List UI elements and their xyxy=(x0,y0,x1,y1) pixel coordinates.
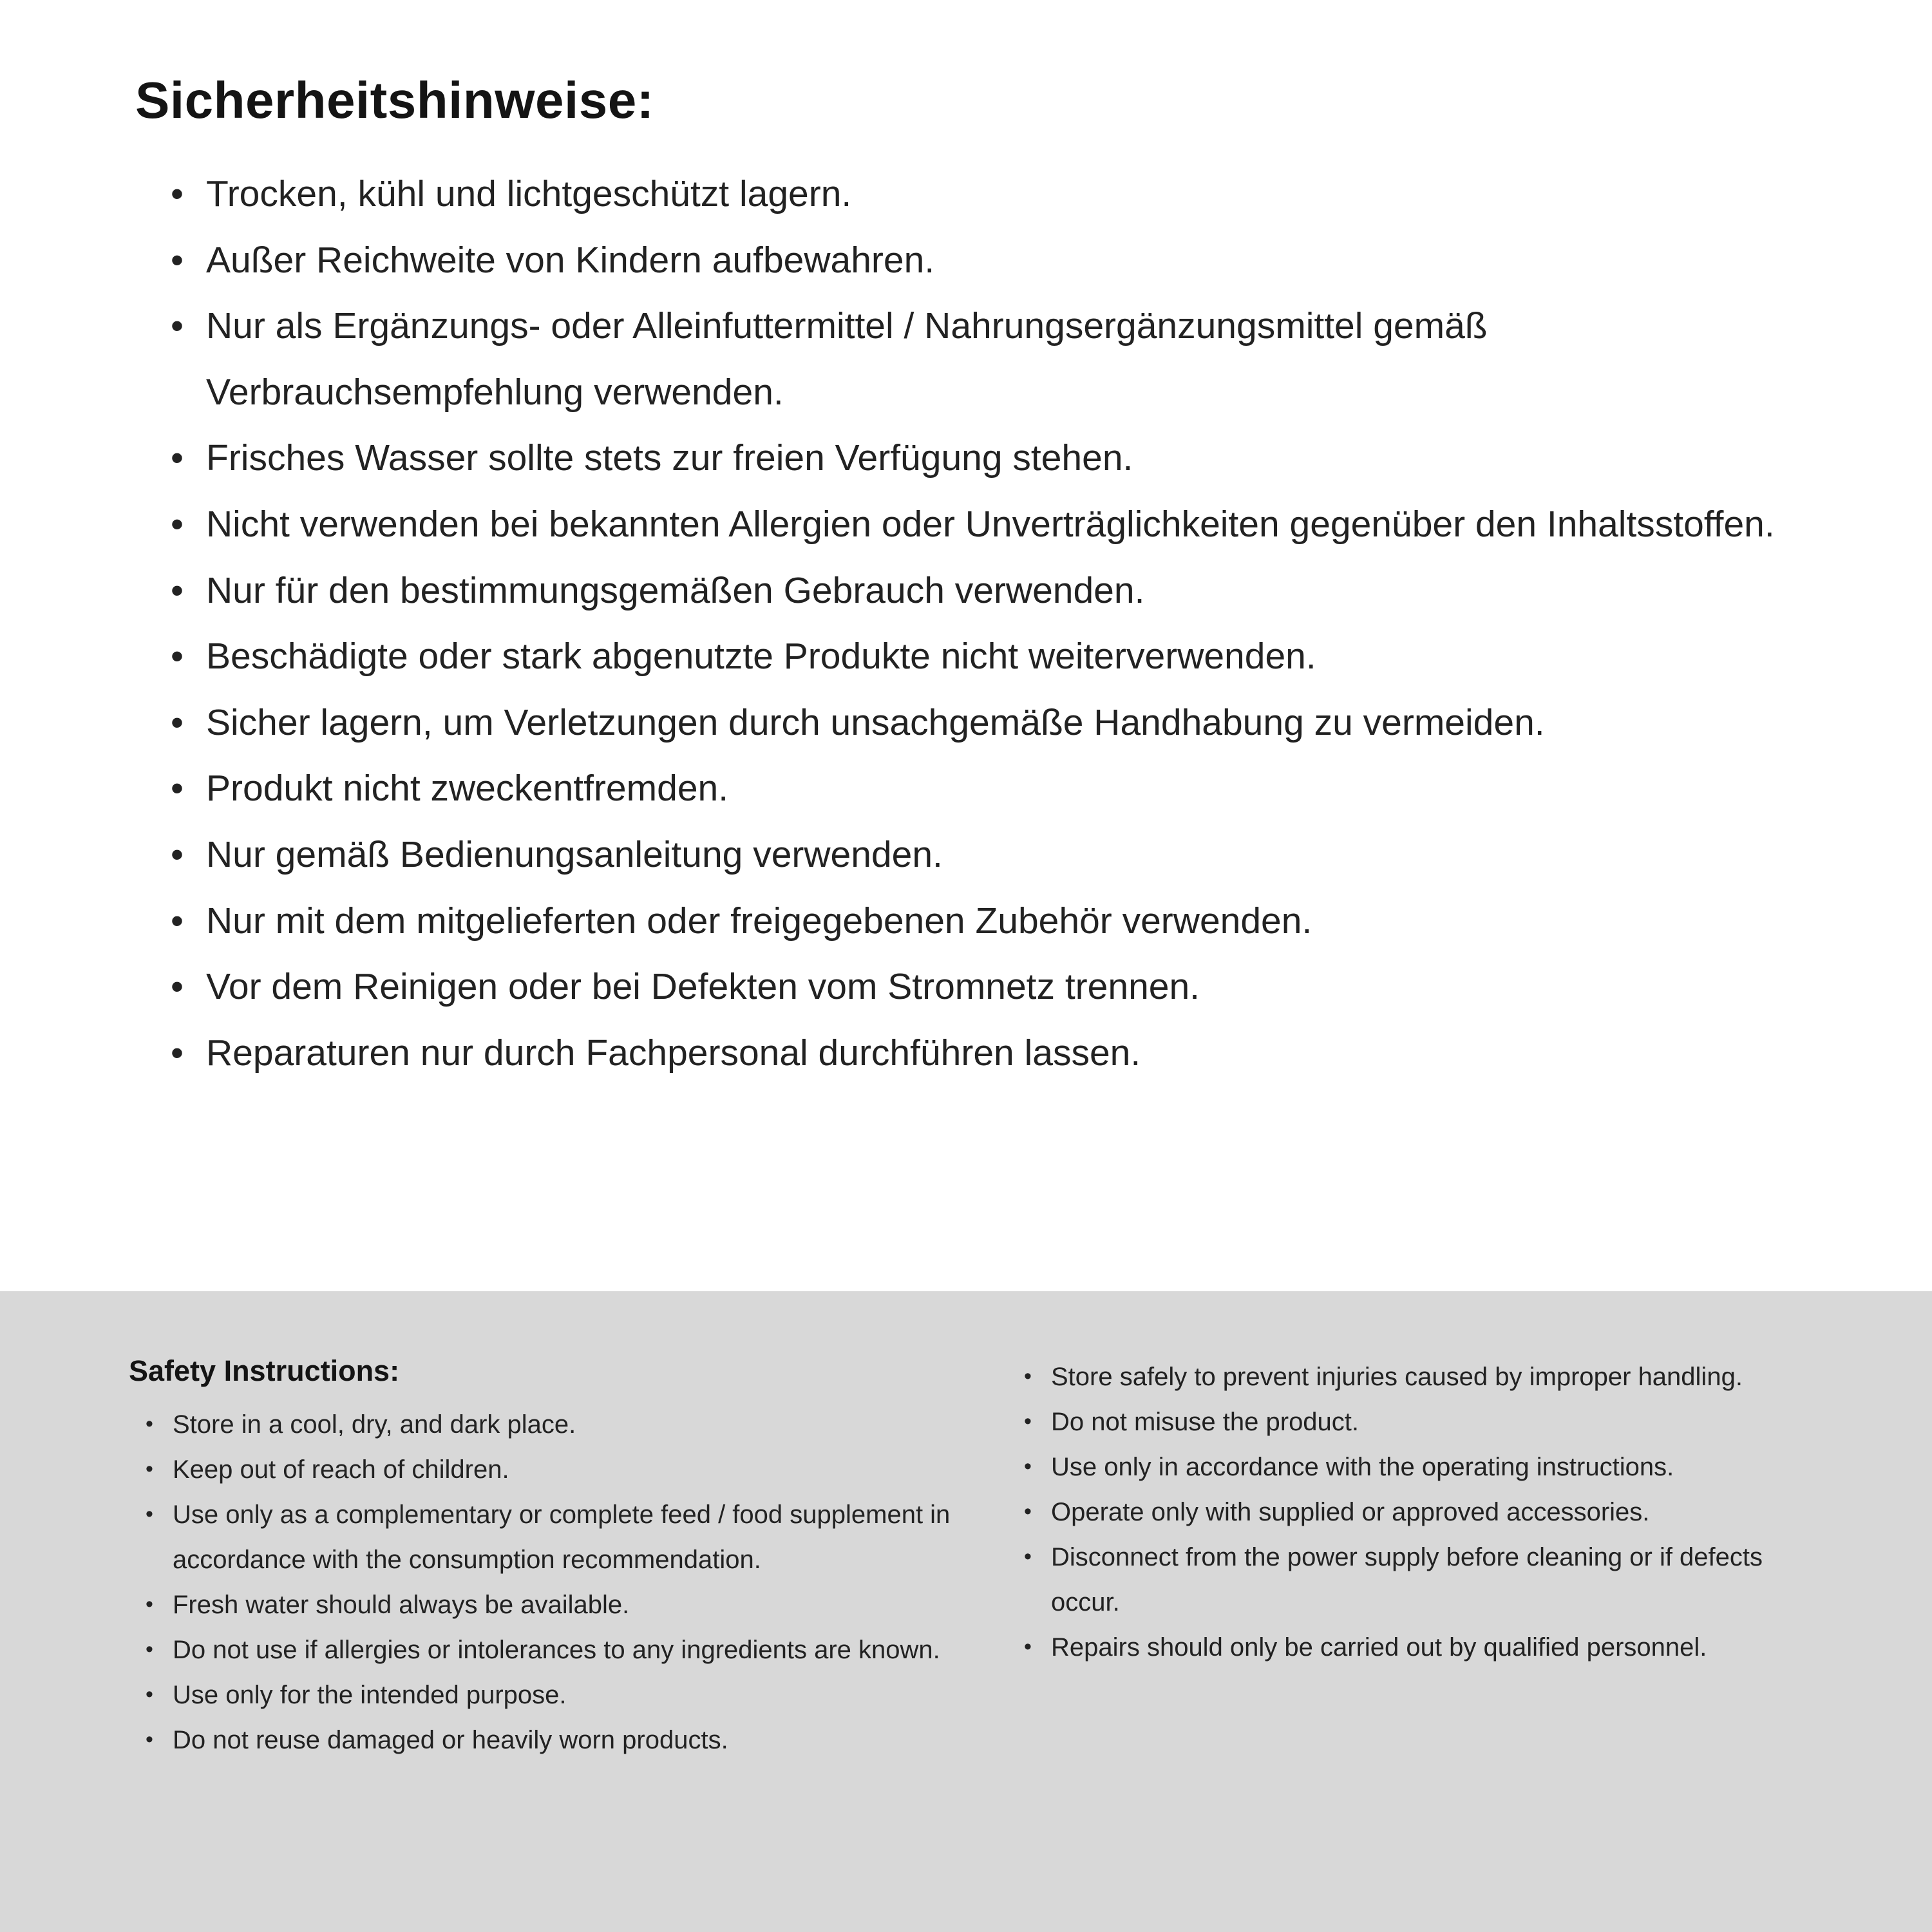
german-safety-item: • Nur als Ergänzungs- oder Alleinfuttermittel / Nahrungsergänzungsmittel gemäß Verbrauchsempfehlung verwenden. xyxy=(171,293,1823,425)
english-safety-item: • Store safely to prevent injuries caused by improper handling. xyxy=(1024,1354,1810,1399)
english-heading: Safety Instructions: xyxy=(129,1354,400,1387)
english-left-column xyxy=(129,1354,972,1763)
english-safety-item: • Keep out of reach of children. xyxy=(146,1447,972,1492)
german-safety-list xyxy=(135,161,1823,1086)
german-safety-item: • Nur mit dem mitgelieferten oder freigegebenen Zubehör verwenden. xyxy=(171,888,1823,954)
german-heading: Sicherheitshinweise: xyxy=(135,71,654,129)
german-safety-item: • Sicher lagern, um Verletzungen durch unsachgemäße Handhabung zu vermeiden. xyxy=(171,690,1823,756)
english-safety-item: • Use only as a complementary or complete feed / food supplement in accordance with the consumption recommendation. xyxy=(146,1492,972,1582)
english-safety-item: • Do not reuse damaged or heavily worn products. xyxy=(146,1718,972,1763)
english-safety-item: • Repairs should only be carried out by qualified personnel. xyxy=(1024,1625,1810,1670)
german-safety-item: • Produkt nicht zweckentfremden. xyxy=(171,755,1823,822)
english-safety-item: • Operate only with supplied or approved accessories. xyxy=(1024,1490,1810,1535)
english-safety-list-left xyxy=(129,1402,972,1763)
english-safety-item: • Fresh water should always be available. xyxy=(146,1582,972,1627)
english-safety-item: • Do not use if allergies or intolerances to any ingredients are known. xyxy=(146,1627,972,1672)
english-safety-item: • Disconnect from the power supply before cleaning or if defects occur. xyxy=(1024,1535,1810,1625)
english-safety-item: • Use only for the intended purpose. xyxy=(146,1672,972,1718)
german-safety-item: • Trocken, kühl und lichtgeschützt lagern. xyxy=(171,161,1823,227)
german-safety-item: • Frisches Wasser sollte stets zur freien Verfügung stehen. xyxy=(171,425,1823,491)
english-safety-item: • Do not misuse the product. xyxy=(1024,1399,1810,1444)
english-safety-list-right xyxy=(1024,1354,1810,1670)
english-safety-item: • Use only in accordance with the operating instructions. xyxy=(1024,1444,1810,1490)
german-safety-item: • Nur gemäß Bedienungsanleitung verwenden. xyxy=(171,822,1823,888)
english-safety-item: • Store in a cool, dry, and dark place. xyxy=(146,1402,972,1447)
english-right-column xyxy=(1024,1354,1810,1670)
german-safety-item: • Nur für den bestimmungsgemäßen Gebrauch verwenden. xyxy=(171,558,1823,624)
german-safety-item: • Beschädigte oder stark abgenutzte Produkte nicht weiterverwenden. xyxy=(171,623,1823,690)
english-columns xyxy=(129,1354,1810,1763)
german-safety-item: • Außer Reichweite von Kindern aufbewahren. xyxy=(171,227,1823,294)
german-safety-item: • Vor dem Reinigen oder bei Defekten vom Stromnetz trennen. xyxy=(171,954,1823,1020)
german-safety-item: • Nicht verwenden bei bekannten Allergien oder Unverträglichkeiten gegenüber den Inhaltsstoffen. xyxy=(171,491,1823,558)
german-safety-item: • Reparaturen nur durch Fachpersonal durchführen lassen. xyxy=(171,1020,1823,1086)
safety-notes-english-section xyxy=(0,1291,1932,1932)
